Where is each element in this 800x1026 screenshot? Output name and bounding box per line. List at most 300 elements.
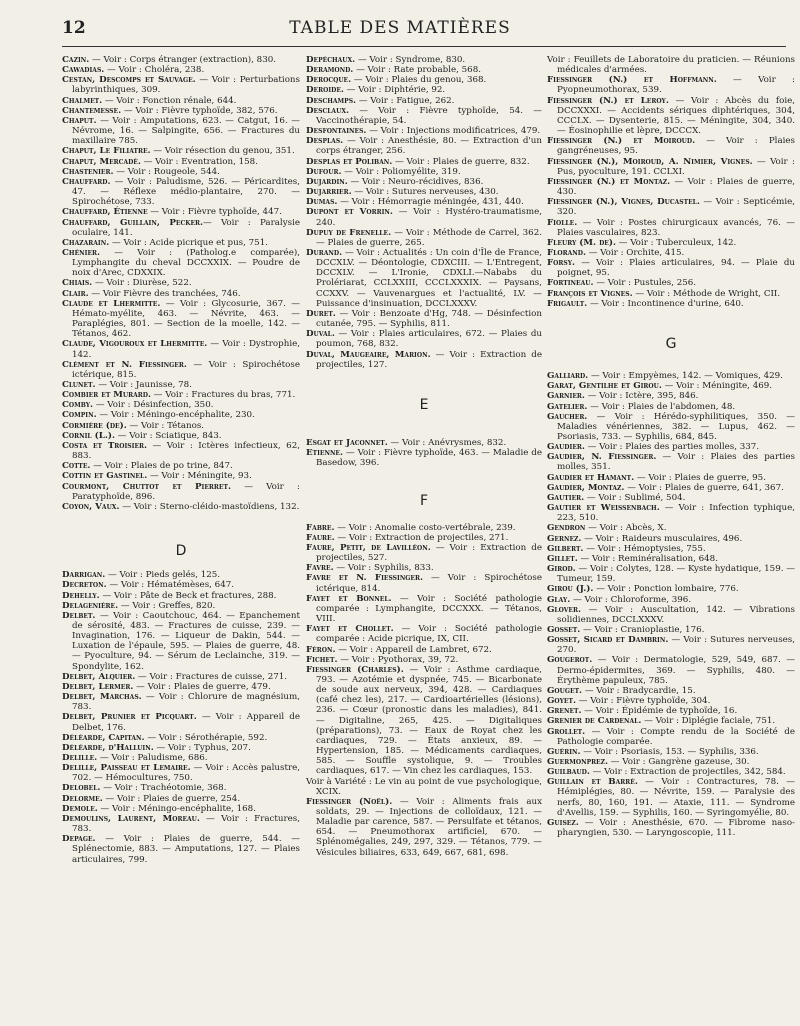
- index-entry: [306, 665, 542, 777]
- entry-name: Girod.: [547, 564, 576, 575]
- index-entry: [306, 187, 542, 197]
- index-entry: [547, 635, 795, 655]
- entry-name: Dupuy de Frenelle.: [306, 227, 392, 238]
- entry-name: Comby.: [62, 400, 94, 411]
- entry-name: Delorme.: [62, 793, 103, 804]
- entry-refs: — Voir : Rougeole, 544.: [113, 166, 220, 177]
- entry-refs: — Voir : Sutures nerveuses, 270.: [557, 635, 795, 656]
- entry-refs: — Voir : Tétanos.: [126, 420, 205, 431]
- entry-name: Fiessinger (N.) et Montaz.: [547, 176, 671, 187]
- index-entry: [547, 473, 795, 483]
- entry-refs: — Voir : Extraction de projectiles, 127.: [316, 349, 542, 370]
- index-entry: [62, 289, 300, 299]
- index-entry: [306, 624, 542, 644]
- index-entry: [547, 686, 795, 696]
- entry-refs: — Voir : Société pathologie comparée : Acide picrique, IX, CII.: [316, 624, 542, 645]
- index-entry: [547, 727, 795, 747]
- entry-refs: — Voir : Glycosurie, 367. — Hémato-myélite, 463. — Névrite, 463. — Paraplégies, 801. — Section de la moelle, 142. — Tétanos, 462.: [72, 298, 300, 340]
- entry-refs: — Voir : Hérédo-syphilitiques, 350. — Maladies vénériennes, 382. — Lupus, 462. — Psoriasis, 733. — Syphilis, 684, 845.: [557, 411, 795, 442]
- index-entry: [547, 534, 795, 544]
- index-column-1: [62, 55, 300, 1020]
- index-entry: [62, 570, 300, 580]
- index-entry: [62, 471, 300, 481]
- entry-name: Courmont, Chuttot et Pierret.: [62, 481, 231, 492]
- entry-name: Fiessinger (N.), Vignes, Ducastel.: [547, 197, 700, 208]
- entry-name: Desclaux.: [306, 105, 350, 116]
- entry-name: Desfontaines.: [306, 126, 367, 137]
- index-entry: [547, 747, 795, 757]
- entry-refs: — Voir : Tuberculeux, 142.: [616, 237, 737, 248]
- index-entry: [62, 753, 300, 763]
- entry-refs: — Voir : Diphtérie, 92.: [343, 85, 446, 96]
- entry-name: Goyet.: [547, 696, 576, 707]
- entry-name: Delille, Paisseau et Lemaire.: [62, 763, 191, 774]
- index-entry: [62, 672, 300, 682]
- entry-name: Gendron: [547, 523, 586, 534]
- entry-name: Gaudier, Montaz.: [547, 482, 625, 493]
- index-entry: [306, 207, 542, 227]
- entry-name: Desplas et Poliban.: [306, 156, 393, 167]
- index-entry: [547, 371, 795, 381]
- entry-name: Favre et N. Fiessinger.: [306, 573, 424, 584]
- entry-refs: — Voir : Paludisme, 526. — Péricardites, 47. — Réflexe médio-plantaire, 270. — Spirochétose, 733.: [72, 176, 300, 208]
- index-entry: [306, 523, 542, 533]
- entry-name: Cazin.: [62, 55, 90, 65]
- index-entry: [62, 834, 300, 864]
- entry-refs: — Voir : Poliomyélite, 319.: [341, 166, 461, 177]
- entry-refs: — Voir : Appareil de Lambret, 672.: [335, 644, 492, 655]
- entry-name: Dufour.: [306, 166, 342, 177]
- entry-name: Frigault.: [547, 298, 588, 309]
- entry-refs: — Voir : Pieds gelés, 125.: [105, 570, 221, 581]
- entry-refs: — Voir : Spirochétose ictérique, 815.: [72, 359, 300, 380]
- entry-name: Guisez.: [547, 817, 579, 828]
- entry-name: Combier et Murard.: [62, 390, 152, 401]
- entry-name: Fleury (M. de).: [547, 237, 616, 248]
- index-entry: [547, 544, 795, 554]
- entry-refs: — Voir : Fièvre typhoïde, 304.: [576, 696, 711, 707]
- entry-name: Chaput, Mercadé.: [62, 156, 141, 167]
- entry-name: Chaput.: [62, 115, 97, 126]
- entry-name: Gaudier, N. Fiessinger.: [547, 452, 657, 463]
- index-entry: [306, 197, 542, 207]
- index-entry: [62, 207, 300, 217]
- entry-refs: Voir : Feuillets de Laboratoire du praticien. — Réunions médicales d'armées.: [547, 55, 795, 76]
- entry-refs: — Voir : Contractures, 78. — Hémiplégies, 80. — Névrite, 159. — Paralysie des nerfs, 80, 160, 191. — Ataxie, 111. — Syndrome d'Avellis, 159. — Syphilis, 160. — Syringomyélie, 80.: [557, 777, 795, 818]
- entry-refs: — Voir : Spirochétose ictérique, 814.: [316, 573, 542, 594]
- index-entry: [547, 258, 795, 278]
- index-entry: [306, 55, 542, 65]
- entry-refs: — Voir : Paludisme, 686.: [97, 753, 208, 763]
- entry-name: Fayet et Bonnel.: [306, 593, 392, 604]
- entry-refs: — Voir : Plaies des parties molles, 337.: [584, 442, 760, 453]
- index-entry: [62, 248, 300, 278]
- entry-refs: — Voir : Méningite, 469.: [661, 381, 773, 392]
- index-entry: [547, 248, 795, 258]
- index-entry: [306, 177, 542, 187]
- entry-refs: — Voir : Amputations, 623. — Catgut, 16. — Névrome, 16. — Salpingite, 656. — Fractures du maxillaire 785.: [72, 115, 300, 147]
- index-entry: [62, 682, 300, 692]
- entry-name: Gaudier.: [547, 442, 585, 453]
- index-entry: [547, 177, 795, 197]
- index-entry: [547, 503, 795, 523]
- index-entry: [62, 157, 300, 167]
- entry-refs: — Voir : Abcès du foie, DCCXXXI. — Accidents sériques diphtériques, 304, CCCLX. — Dysenterie, 815. — Méningite, 304, 340. — Éosinophilie et lèpre, DCCCX.: [557, 95, 795, 137]
- index-entry: [62, 116, 300, 146]
- entry-refs: — Voir : Sublimé, 504.: [584, 492, 686, 503]
- entry-refs: — Voir : Dystrophie, 142.: [72, 339, 300, 360]
- index-entry: [306, 438, 542, 448]
- entry-refs: — Voir : Société pathologie comparée : Lymphangite, DCCXXX. — Tétanos, VIII.: [316, 593, 542, 625]
- entry-refs: — Voir : Plaies gangréneuses, 95.: [557, 136, 795, 157]
- entry-name: Dehelly.: [62, 590, 100, 601]
- index-entry: [62, 712, 300, 732]
- entry-refs: — Voir résection du genou, 351.: [150, 146, 295, 157]
- index-entry: [547, 716, 795, 726]
- index-entry: [547, 442, 795, 452]
- entry-refs: — Voir : Méningite, 93.: [147, 471, 252, 482]
- entry-refs: — Voir : Diplégie faciale, 751.: [641, 716, 776, 727]
- entry-name: Clunet.: [62, 380, 96, 390]
- entry-name: Gernez.: [547, 533, 582, 544]
- entry-refs: — Voir : Septicémie, 320.: [557, 197, 795, 218]
- entry-name: Duval, Maugeaire, Marion.: [306, 349, 431, 360]
- entry-name: Darrigan.: [62, 570, 106, 581]
- entry-refs: — Voir : Fractures, 783.: [72, 813, 300, 835]
- entry-refs: — Voir : Anomalie costo-vertébrale, 239.: [334, 522, 516, 533]
- entry-name: Favre.: [306, 563, 334, 574]
- entry-name: Glover.: [547, 604, 581, 615]
- section-letter: E: [419, 396, 429, 413]
- entry-name: Dujarrier.: [306, 187, 352, 198]
- index-entry: [62, 410, 300, 420]
- entry-refs: — Voir : Aliments frais aux soldats, 29. — Injections de colloïdaux, 121. — Maladie par carence, 587. — Persulfate et tétanos, 654. — Pneumothorax artificiel, 670. — Splénomégalies, 249, 297, 329. — Tétanos, 779. — Vésicules biliaires, 633, 649, 667, 681, 698.: [316, 796, 542, 858]
- entry-name: Cormière (de).: [62, 420, 127, 431]
- entry-name: Delbet, Marchas.: [62, 692, 142, 703]
- entry-refs: — Voir : Orchite, 415.: [585, 247, 685, 258]
- entry-refs: — Voir : Plaies des parties molles, 351.: [557, 452, 795, 473]
- index-entry: [62, 390, 300, 400]
- entry-refs: — Voir : Accès palustre, 702. — Hémocultures, 750.: [72, 763, 300, 784]
- index-entry: [62, 804, 300, 814]
- index-entry: [62, 783, 300, 793]
- index-entry: [62, 167, 300, 177]
- entry-name: Duret.: [306, 308, 336, 319]
- entry-refs: — Voir : Désinfection, 350.: [93, 400, 214, 411]
- index-entry: [62, 763, 300, 783]
- index-entry: [547, 75, 795, 95]
- entry-refs: — Voir : Jaunisse, 78.: [95, 380, 192, 390]
- index-entry: [62, 421, 300, 431]
- entry-refs: — Voir : Gangrène gazeuse, 30.: [608, 757, 750, 767]
- entry-name: Faure, Petit, de Lavilléon.: [306, 542, 431, 553]
- entry-name: Delbet, Lermer.: [62, 681, 134, 692]
- index-entry: [306, 309, 542, 329]
- index-entry: [306, 645, 542, 655]
- page-title: TABLE DES MATIÈRES: [289, 18, 511, 38]
- entry-refs: — Voir : Méthode de Wright, CII.: [632, 288, 781, 299]
- entry-name: Dupont et Vorrin.: [306, 207, 393, 218]
- entry-name: Girou (J.).: [547, 584, 594, 595]
- index-entry: [62, 431, 300, 441]
- index-entry: [547, 767, 795, 777]
- entry-refs: — Voir : Appareil de Delbet, 176.: [72, 712, 300, 733]
- entry-name: Etienne.: [306, 448, 344, 459]
- entry-refs: — Voir : Pyopneumothorax, 539.: [557, 75, 795, 96]
- entry-refs: — Voir : Plaies de guerre, 430.: [557, 176, 795, 198]
- index-entry: [547, 605, 795, 625]
- entry-refs: — Voir : Incontinence d'urine, 640.: [587, 298, 744, 309]
- index-entry: [547, 238, 795, 248]
- entry-refs: — Voir : Syphilis, 833.: [333, 563, 434, 574]
- index-entry: [62, 502, 300, 512]
- index-entry: [62, 591, 300, 601]
- entry-name: Fichet.: [306, 654, 338, 665]
- entry-refs: — Voir : Perturbations labyrinthiques, 309.: [72, 75, 300, 96]
- entry-refs: — Voir : Hémoptysies, 755.: [583, 543, 706, 554]
- index-column-2: [306, 55, 542, 1020]
- entry-refs: — Voir : Fractures du bras, 771.: [151, 390, 296, 401]
- index-entry: [547, 757, 795, 767]
- entry-name: Fabre.: [306, 522, 335, 533]
- entry-refs: — Voir : Trachéotomie, 368.: [100, 783, 227, 794]
- entry-refs: — Voir : Hémorragie méningée, 431, 440.: [337, 197, 524, 208]
- index-entry: [62, 743, 300, 753]
- entry-name: Costa et Troisier.: [62, 440, 148, 451]
- header-rule: [62, 46, 786, 47]
- entry-refs: — Voir : Infection typhique, 223, 510.: [557, 503, 795, 524]
- entry-name: Fiessinger (N.) et Leroy.: [547, 95, 669, 106]
- entry-refs: — Voir : Fièvre typhoïde, 54. — Vaccinothérapie, 54.: [316, 105, 542, 126]
- entry-name: Delagenière.: [62, 600, 119, 611]
- index-entry: [62, 278, 300, 288]
- index-entry: [62, 441, 300, 461]
- entry-refs: — Voir : Méningo-encéphalite, 230.: [96, 410, 255, 421]
- entry-name: Dumas.: [306, 197, 338, 208]
- entry-name: Chauffard.: [62, 176, 111, 187]
- entry-name: Guilbaud.: [547, 767, 590, 778]
- index-entry: [547, 655, 795, 685]
- entry-name: Chalmet.: [62, 95, 103, 106]
- entry-refs: — Voir : Plaies de guerre, 479.: [133, 681, 271, 692]
- entry-refs: — Voir : Plaies de po trine, 847.: [90, 461, 233, 472]
- entry-refs: — Voir : Auscultation, 142. — Vibrations solidiennes, DCCLXXXV.: [557, 604, 795, 625]
- entry-name: Gosset, Sicard et Dambrin.: [547, 635, 669, 646]
- entry-refs: — Voir : Ponction lombaire, 776.: [593, 584, 739, 595]
- index-entry: [306, 329, 542, 349]
- index-entry: [547, 197, 795, 217]
- entry-name: Glay.: [547, 594, 571, 605]
- index-entry: [62, 482, 300, 502]
- index-entry: [62, 794, 300, 804]
- index-entry: [306, 777, 542, 797]
- index-entry: [547, 564, 795, 584]
- index-entry: [306, 96, 542, 106]
- entry-name: Chiais.: [62, 278, 93, 289]
- index-entry: [547, 289, 795, 299]
- entry-refs: — Voir : Bradycardie, 15.: [582, 685, 696, 696]
- index-entry: [306, 126, 542, 136]
- entry-name: Cawadias.: [62, 65, 105, 76]
- entry-name: Cottin et Gastinel.: [62, 471, 148, 482]
- entry-name: Florand.: [547, 247, 586, 258]
- entry-refs: — Voir : Greffes, 820.: [118, 600, 216, 611]
- entry-name: Gouget.: [547, 685, 583, 696]
- entry-name: Cotte.: [62, 461, 91, 472]
- index-entry: [547, 391, 795, 401]
- entry-refs: — Voir : Benzoate d'Hg, 748. — Désinfection cutanée, 795. — Syphilis, 811.: [316, 308, 542, 330]
- entry-name: Delbet, Prunier et Picquart.: [62, 712, 197, 723]
- section-letter: G: [665, 335, 677, 352]
- entry-refs: — Voir : Fatigue, 262.: [356, 95, 455, 106]
- entry-refs: — Voir : Eventration, 158.: [140, 156, 258, 167]
- index-entry: [62, 238, 300, 248]
- index-entry: [547, 818, 795, 838]
- entry-refs: — Voir : Anesthésie, 670. — Fibrome naso-pharyngien, 530. — Laryngoscopie, 111.: [557, 817, 795, 839]
- index-entry: [62, 299, 300, 340]
- index-entry: [306, 350, 542, 370]
- index-entry: [547, 493, 795, 503]
- index-entry: [306, 573, 542, 593]
- entry-name: Demole.: [62, 803, 98, 814]
- entry-refs: — Voir : Hématémèses, 647.: [106, 580, 235, 591]
- entry-name: Delbet.: [62, 610, 96, 621]
- entry-name: Depéchaux.: [306, 55, 356, 65]
- entry-name: Clair.: [62, 288, 89, 299]
- entry-name: Déléarde, Capitan.: [62, 732, 145, 743]
- entry-name: Forsy.: [547, 258, 576, 269]
- entry-refs: — Voir : Asthme cardiaque, 793. — Azotémie et dyspnée, 745. — Bicarbonate de soude aux nerveux, 394, 428. — Cardiaques (café chez les), 217. — Cardioartérielles (lésions), 236. — Cœur (pronostic dans les maladies), 841. — Digitaline, 265, 425. — Digitaliques (préparations), 73. — Eaux de Royat chez les cardiaques, 729. — États anxieux, 89. — Hypertension, 185. — Médicaments cardiaques, 585. — Souffle systolique, 9. — Troubles cardiaques, 617. — Vin chez les cardiaques, 153.: [316, 664, 542, 777]
- index-entry: [547, 696, 795, 706]
- index-entry: [306, 594, 542, 624]
- index-entry: [547, 595, 795, 605]
- index-column-3: [547, 55, 795, 1020]
- entry-refs: — Voir : Plaies articulaires, 94. — Plaie du poignet, 95.: [557, 258, 795, 279]
- entry-name: Chauffard, Guillain, Pecker.: [62, 217, 204, 228]
- entry-refs: — Voir : Ictères infectieux, 62, 883.: [72, 440, 300, 462]
- entry-refs: — Voir : Extraction de projectiles, 342, 584.: [589, 767, 786, 778]
- entry-name: Galliard.: [547, 371, 589, 382]
- entry-name: Fiessinger (Charles).: [306, 664, 404, 675]
- entry-refs: — Voir : Caoutchouc, 464. — Epanchement de sérosité, 483. — Fractures de cuisse, 239. — Invagination, 176. — Liqueur de Dakin, 544. — Luxation de l'épaule, 595. — Plaies de guerre, 48. — Pyoculture, 94. — Sérum de Leclainche, 319. — Spondylite, 162.: [72, 610, 300, 672]
- entry-refs: — Voir : Corps étranger (extraction), 830.: [89, 55, 277, 65]
- entry-name: Grollet.: [547, 726, 586, 737]
- entry-refs: — Voir : Fièvre typhoïde, 463. — Maladie de Basedow, 396.: [316, 448, 542, 469]
- index-entry: [547, 157, 795, 177]
- index-entry: [547, 483, 795, 493]
- index-entry: [62, 106, 300, 116]
- entry-name: Gatelier.: [547, 401, 588, 412]
- entry-name: Duval.: [306, 329, 335, 340]
- entry-name: Fortineau.: [547, 278, 594, 289]
- index-entry: [62, 461, 300, 471]
- entry-refs: — Voir : Plaies de guerre, 254.: [102, 793, 241, 804]
- entry-refs: — Voir : Pus, pyoculture, 191. CCLXI.: [557, 156, 795, 177]
- index-entry: [547, 278, 795, 288]
- entry-name: Grenier de Cardenal.: [547, 716, 642, 727]
- entry-refs: — Voir : Sciatique, 843.: [115, 430, 222, 441]
- entry-name: Déléarde, d'Halluin.: [62, 742, 154, 753]
- entry-refs: — Voir : Fractures de cuisse, 271.: [135, 671, 288, 682]
- entry-name: Clément et N. Fiessinger.: [62, 359, 187, 370]
- entry-refs: Voir à Variété : Le vin au point de vue psychologique, XCIX.: [306, 776, 542, 797]
- entry-refs: — Voir : Plaies de guerre, 95.: [634, 472, 766, 483]
- entry-refs: — Voir : Sutures nerveuses, 430.: [351, 187, 499, 198]
- entry-refs: — Voir : Empyèmes, 142. — Vomiques, 429.: [588, 371, 783, 382]
- entry-name: Guermonprez.: [547, 757, 609, 767]
- entry-name: Chauffard, Étienne: [62, 207, 148, 218]
- entry-refs: — Voir : Pustules, 256.: [593, 278, 697, 289]
- entry-name: Gautier.: [547, 492, 585, 503]
- entry-refs: — Voir : Extraction de projectiles, 527.: [316, 542, 542, 564]
- index-entry: [306, 533, 542, 543]
- entry-name: Durand.: [306, 247, 343, 258]
- entry-refs: — Voir : Chloroforme, 396.: [570, 594, 692, 605]
- entry-name: Derocque.: [306, 75, 352, 86]
- entry-name: Fiessinger (N.), Moiroud, A. Nimier, Vignes.: [547, 156, 753, 167]
- entry-refs: — Voir : Plaies du genou, 368.: [351, 75, 487, 86]
- index-entry: [306, 167, 542, 177]
- entry-name: Delbet, Alquier.: [62, 671, 136, 682]
- index-entry: [62, 339, 300, 359]
- entry-name: Chaput, Le Filiatre.: [62, 146, 151, 157]
- index-entry: [306, 797, 542, 858]
- index-entry: [306, 157, 542, 167]
- entry-refs: — Voir : Colytes, 128. — Kyste hydatique, 159. — Tumeur, 159.: [557, 564, 795, 585]
- index-entry: [547, 523, 795, 533]
- entry-name: Gougerot.: [547, 655, 593, 666]
- index-entry: [306, 655, 542, 665]
- entry-name: Decreton.: [62, 580, 107, 591]
- index-entry: [306, 563, 542, 573]
- entry-name: Chazarain.: [62, 237, 110, 248]
- entry-refs: — Voir : Sérothérapie, 592.: [144, 732, 268, 743]
- entry-refs: — Voir : Sterno-cléido-mastoïdiens, 132.: [119, 501, 300, 512]
- entry-name: Fiessinger (N.) et Moiroud.: [547, 136, 696, 147]
- index-entry: [62, 692, 300, 712]
- entry-refs: — Voir : Diurèse, 522.: [92, 278, 192, 289]
- entry-refs: — Voir : Méthode de Carrel, 362. — Plaies de guerre, 265.: [316, 227, 542, 248]
- entry-name: Fiessinger (N.) et Hoffmann.: [547, 75, 717, 86]
- entry-refs: — Voir : Chlorure de magnésium, 783.: [72, 692, 300, 713]
- entry-name: Féron.: [306, 644, 336, 655]
- index-entry: [547, 584, 795, 594]
- entry-name: Fiolle.: [547, 217, 578, 228]
- entry-name: Delille.: [62, 753, 98, 763]
- entry-refs: — Voir : Paratyphoïde, 896.: [72, 481, 300, 502]
- entry-name: Delobel.: [62, 783, 101, 794]
- entry-name: François et Vignes.: [547, 288, 633, 299]
- entry-name: Claude, Vigouroux et Lhermitte.: [62, 339, 208, 350]
- index-entry: [62, 75, 300, 95]
- entry-name: Gosset.: [547, 624, 581, 635]
- entry-name: Depage.: [62, 834, 96, 845]
- entry-refs: — Voir : Plaies de guerre, 641, 367.: [624, 482, 784, 493]
- entry-refs: — Voir : Pâte de Beck et fractures, 288.: [99, 590, 277, 601]
- index-entry: [547, 402, 795, 412]
- entry-name: Claude et Lhermitte.: [62, 298, 161, 309]
- entry-name: Dujardin.: [306, 176, 348, 187]
- index-entry: [62, 400, 300, 410]
- entry-name: Deramond.: [306, 65, 354, 76]
- entry-refs: — Voir : Ictère, 395, 846.: [584, 391, 699, 402]
- entry-refs: — Voir : Fonction rénale, 644.: [102, 95, 237, 106]
- entry-name: Cornil (L.).: [62, 430, 116, 441]
- index-entry: [62, 96, 300, 106]
- entry-name: Gaudier et Hamant.: [547, 472, 635, 483]
- entry-refs: — Voir : Abcès, X.: [585, 523, 667, 534]
- entry-name: Fiessinger (Noël).: [306, 796, 393, 807]
